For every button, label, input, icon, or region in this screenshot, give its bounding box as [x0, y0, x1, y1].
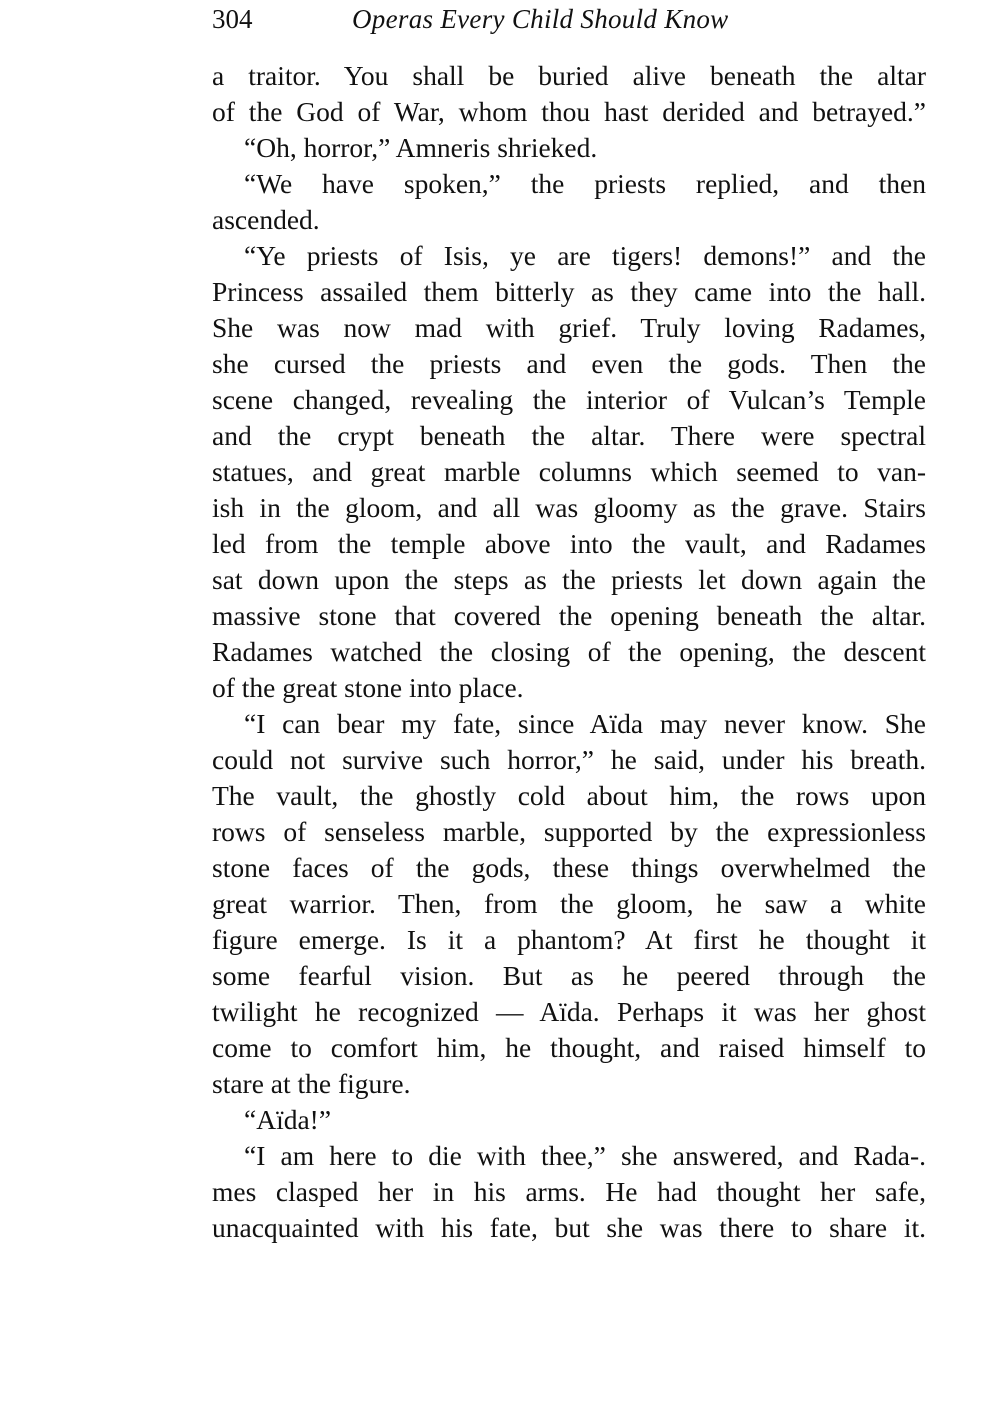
text-line: massive stone that covered the opening beneath the altar. [212, 600, 926, 631]
text-line: scene changed, revealing the interior of Vulcan’s Temple [212, 384, 926, 415]
text-line: She was now mad with grief. Truly loving Radames, [212, 312, 926, 343]
text-line: ascended. [212, 204, 320, 235]
text-line: she cursed the priests and even the gods. Then the [212, 348, 926, 379]
running-head [212, 2, 928, 36]
text-line: Princess assailed them bitterly as they came into the hall. [212, 276, 926, 307]
text-line: “We have spoken,” the priests replied, and then [244, 168, 926, 199]
text-line: and the crypt beneath the altar. There were spectral [212, 420, 926, 451]
text-line: sat down upon the steps as the priests let down again the [212, 564, 926, 595]
text-line: led from the temple above into the vault, and Radames [212, 528, 926, 559]
text-line: great warrior. Then, from the gloom, he saw a white [212, 888, 926, 919]
text-line: twilight he recognized — Aïda. Perhaps it was her ghost [212, 996, 926, 1027]
text-line: “I am here to die with thee,” she answered, and Rada-. [244, 1140, 926, 1171]
text-line: The vault, the ghostly cold about him, the rows upon [212, 780, 926, 811]
text-line: “Aïda!” [244, 1104, 332, 1135]
text-line: of the great stone into place. [212, 672, 524, 703]
text-line: statues, and great marble columns which seemed to van- [212, 456, 926, 487]
text-line: “Oh, horror,” Amneris shrieked. [244, 132, 598, 163]
text-line: unacquainted with his fate, but she was there to share it. [212, 1212, 926, 1243]
text-line: of the God of War, whom thou hast derided and betrayed.” [212, 96, 926, 127]
text-line: stare at the figure. [212, 1068, 411, 1099]
text-line: some fearful vision. But as he peered through the [212, 960, 926, 991]
text-line: Radames watched the closing of the opening, the descent [212, 636, 926, 667]
text-line: “Ye priests of Isis, ye are tigers! demons!” and the [244, 240, 926, 271]
text-line: ish in the gloom, and all was gloomy as the grave. Stairs [212, 492, 926, 523]
page-number: 304 [212, 4, 253, 34]
text-line: rows of senseless marble, supported by the expressionless [212, 816, 926, 847]
text-line: figure emerge. Is it a phantom? At first he thought it [212, 924, 926, 955]
text-line: a traitor. You shall be buried alive beneath the altar [212, 60, 926, 91]
body-text [212, 58, 926, 1246]
text-line: come to comfort him, he thought, and raised himself to [212, 1032, 926, 1063]
running-title: Operas Every Child Should Know [352, 4, 729, 34]
text-line: could not survive such horror,” he said, under his breath. [212, 744, 926, 775]
text-line: stone faces of the gods, these things overwhelmed the [212, 852, 926, 883]
text-line: mes clasped her in his arms. He had thought her safe, [212, 1176, 926, 1207]
text-line: “I can bear my fate, since Aïda may never know. She [244, 708, 926, 739]
